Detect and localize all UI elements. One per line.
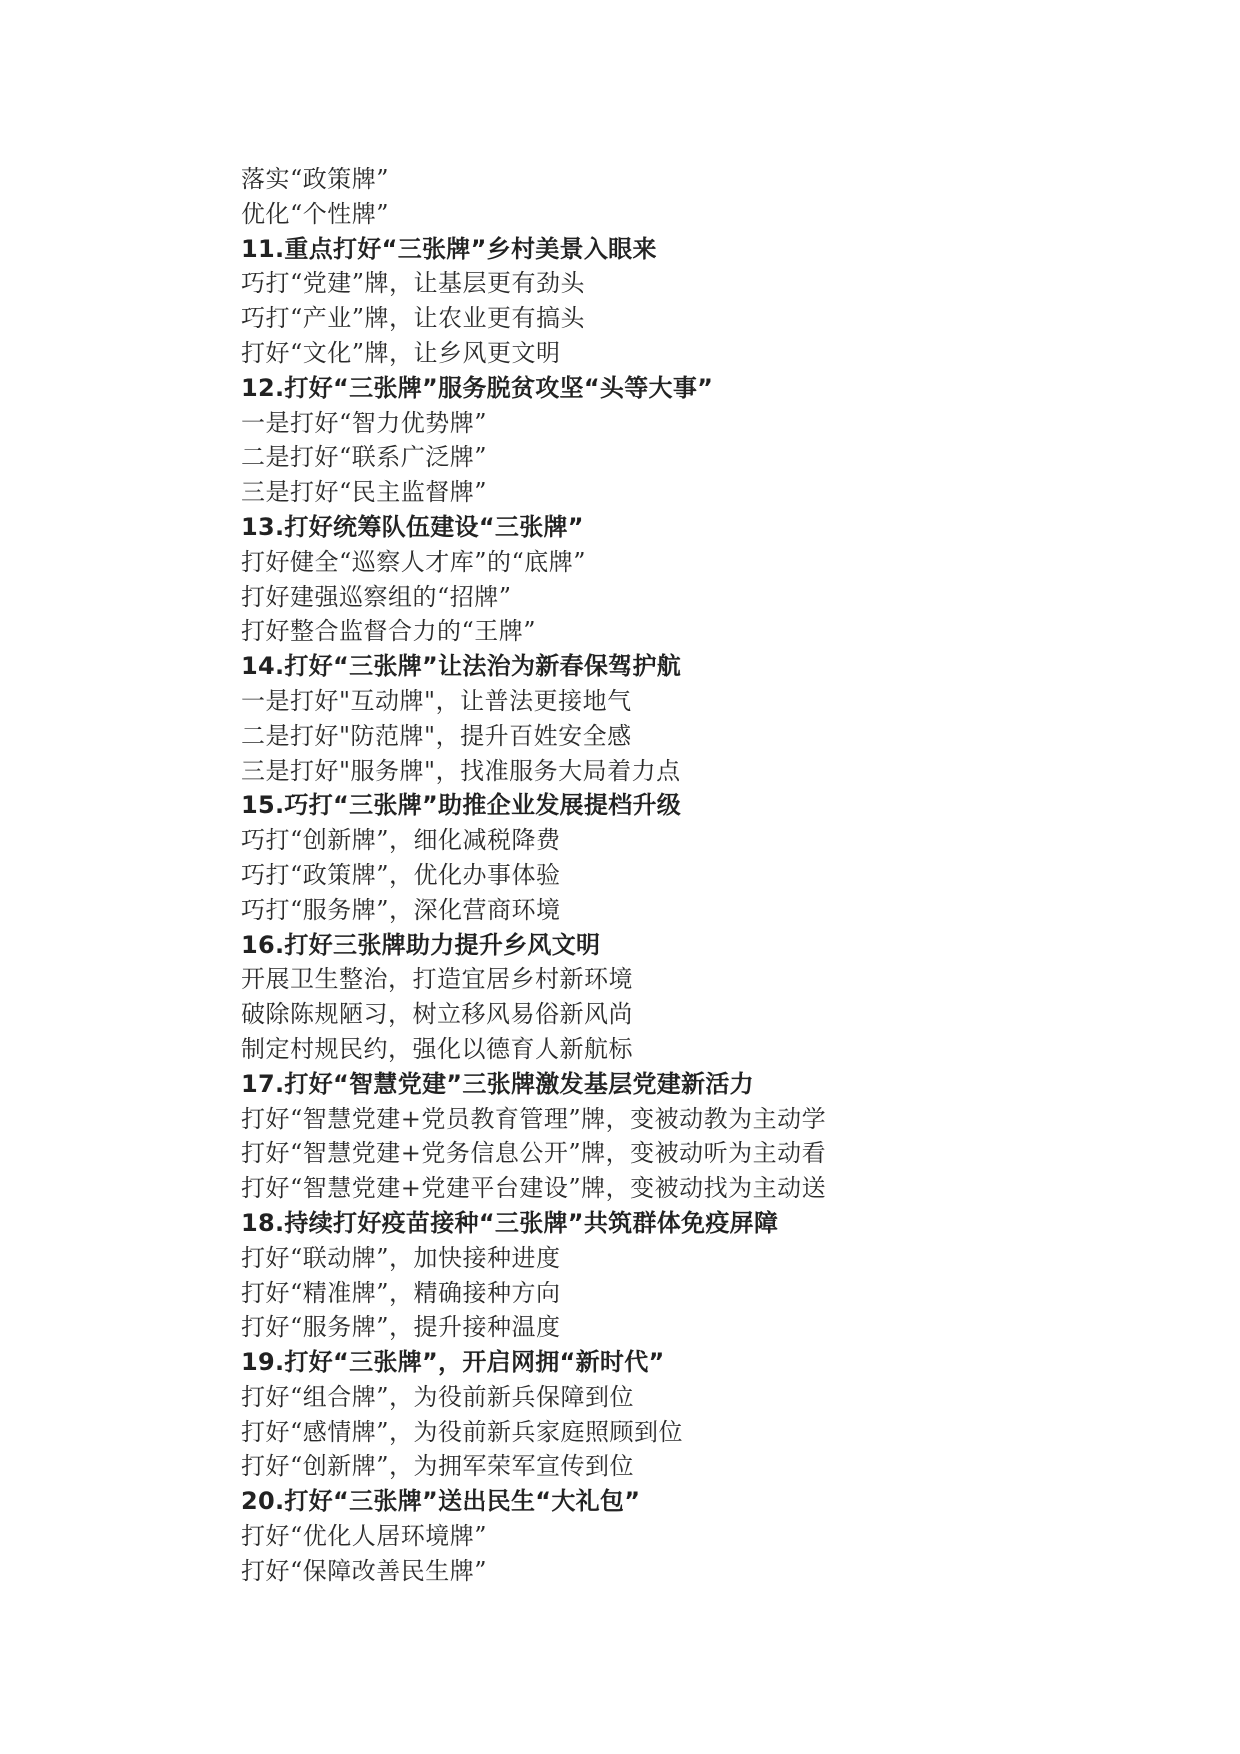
list-item: 打好建强巡察组的“招牌”	[241, 582, 512, 611]
list-item: 打好健全“巡察人才库”的“底牌”	[241, 547, 587, 576]
section-heading: 15.巧打“三张牌”助推企业发展提档升级	[241, 791, 682, 820]
list-item: 二是打好"防范牌"，提升百姓安全感	[241, 721, 632, 750]
list-item: 巧打“政策牌”，优化办事体验	[241, 860, 561, 889]
list-item: 打好“创新牌”，为拥军荣军宣传到位	[241, 1452, 635, 1481]
list-item: 优化“个性牌”	[241, 199, 390, 228]
section-heading: 16.打好三张牌助力提升乡风文明	[241, 930, 601, 959]
list-item: 落实“政策牌”	[241, 165, 390, 193]
section-heading: 20.打好“三张牌”送出民生“大礼包”	[241, 1487, 641, 1516]
list-item: 二是打好“联系广泛牌”	[241, 443, 488, 472]
list-item: 打好“联动牌”，加快接种进度	[241, 1243, 561, 1272]
section-heading: 14.打好“三张牌”让法治为新春保驾护航	[241, 652, 682, 681]
list-item: 一是打好“智力优势牌”	[241, 408, 488, 437]
list-item: 打好“优化人居环境牌”	[241, 1522, 488, 1551]
list-item: 巧打“服务牌”，深化营商环境	[241, 895, 561, 924]
list-item: 打好“智慧党建+党建平台建设”牌，变被动找为主动送	[241, 1174, 827, 1203]
list-item: 巧打“党建”牌，让基层更有劲头	[241, 269, 586, 298]
list-item: 打好“组合牌”，为役前新兵保障到位	[241, 1382, 635, 1411]
section-heading: 12.打好“三张牌”服务脱贫攻坚“头等大事”	[241, 373, 714, 402]
list-item: 巧打“产业”牌，让农业更有搞头	[241, 304, 586, 333]
list-item: 三是打好“民主监督牌”	[241, 478, 488, 507]
section-heading: 17.打好“智慧党建”三张牌激发基层党建新活力	[241, 1069, 754, 1098]
section-heading: 11.重点打好“三张牌”乡村美景入眼来	[241, 234, 657, 263]
list-item: 打好“智慧党建+党员教育管理”牌，变被动教为主动学	[241, 1104, 827, 1133]
list-item: 打好“服务牌”，提升接种温度	[241, 1313, 561, 1342]
list-item: 打好“智慧党建+党务信息公开”牌，变被动听为主动看	[241, 1139, 827, 1168]
list-item: 三是打好"服务牌"，找准服务大局着力点	[241, 756, 681, 785]
list-item: 打好整合监督合力的“王牌”	[241, 617, 537, 646]
list-item: 开展卫生整治，打造宜居乡村新环境	[241, 965, 633, 994]
list-item: 一是打好"互动牌"，让普法更接地气	[241, 686, 632, 715]
list-item: 打好“感情牌”，为役前新兵家庭照顾到位	[241, 1417, 684, 1446]
document-body	[241, 162, 1141, 1589]
list-item: 制定村规民约，强化以德育人新航标	[241, 1034, 633, 1063]
section-heading: 13.打好统筹队伍建设“三张牌”	[241, 512, 584, 541]
list-item: 打好“保障改善民生牌”	[241, 1556, 488, 1585]
list-item: 巧打“创新牌”，细化减税降费	[241, 826, 561, 855]
section-heading: 18.持续打好疫苗接种“三张牌”共筑群体免疫屏障	[241, 1208, 779, 1237]
list-item: 打好“文化”牌，让乡风更文明	[241, 338, 561, 367]
list-item: 打好“精准牌”，精确接种方向	[241, 1278, 561, 1307]
section-heading: 19.打好“三张牌”，开启网拥“新时代”	[241, 1348, 665, 1377]
list-item: 破除陈规陋习，树立移风易俗新风尚	[241, 1000, 633, 1029]
